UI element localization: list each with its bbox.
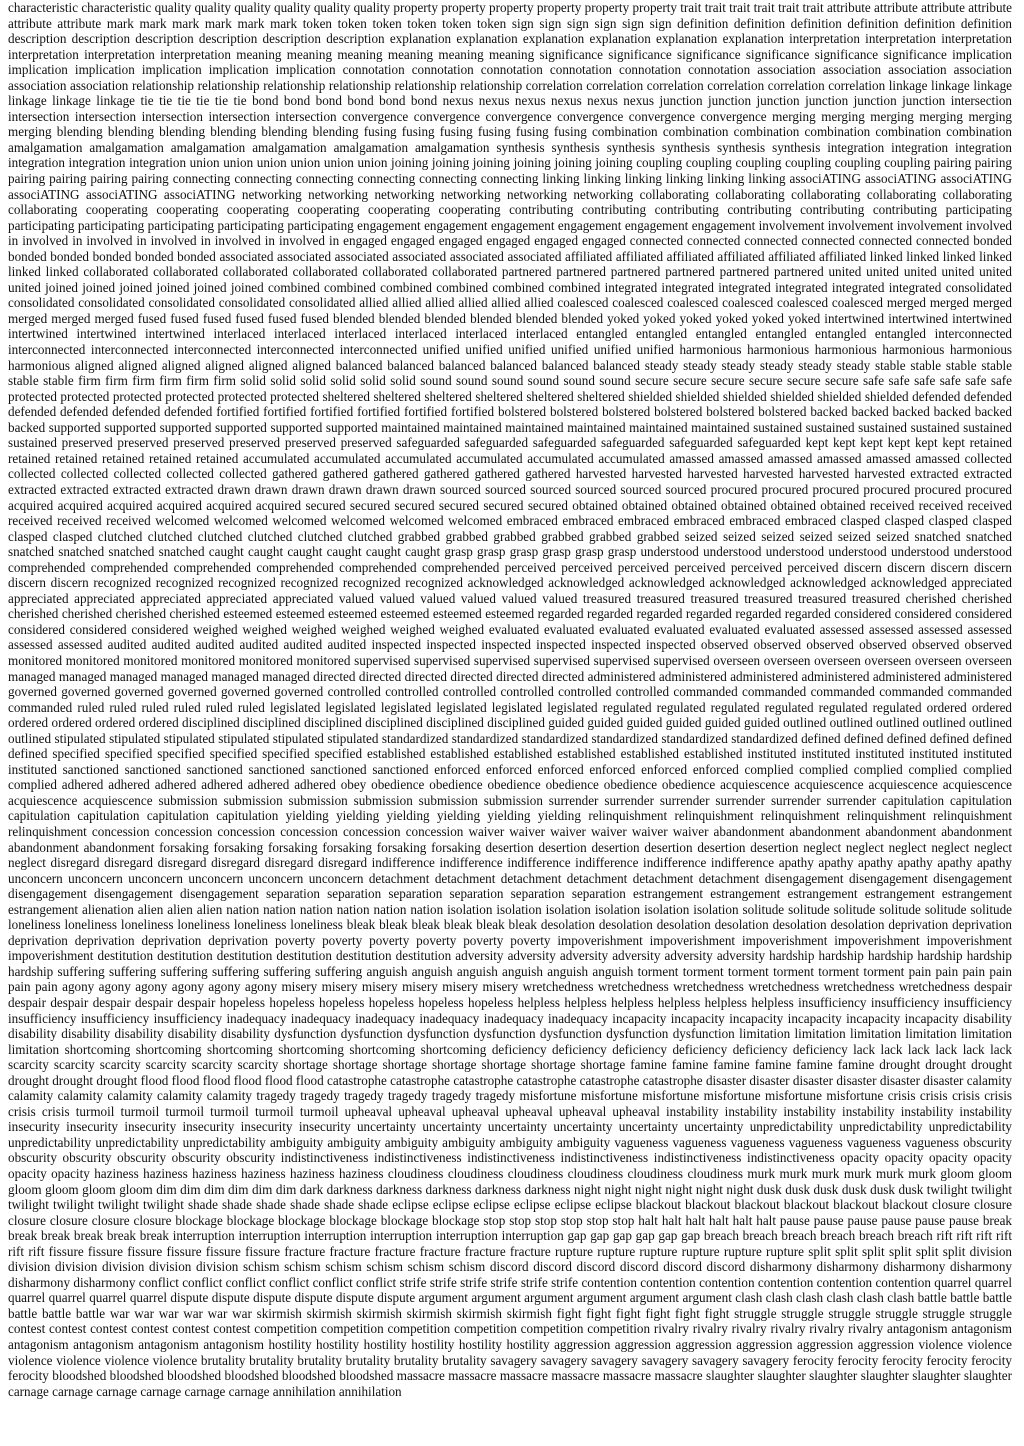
document-page [8, 0, 1012, 1446]
body-text-paragraph: characteristic characteristic quality quality quality quality quality quality property property property property property property trait trait trait trait trait trait attribute attribute attribute attribute attribute attribute mark mark mark mark mark mark token token token token token token sign sign sign sign sign sign definition definition definition definition definition definition description description description description description description explanation explanation explanation explanation explanation explanation interpretation interpretation interpretation interpretation interpretation interpretation meaning meaning meaning meaning meaning meaning significance significance significance significance significance significance implication implication implication implication implication implication connotation connotation connotation connotation connotation connotation association association association association association association relationship relationship relationship relationship relationship relationship correlation correlation correlation correlation correlation correlation linkage linkage linkage linkage linkage linkage tie tie tie tie tie tie bond bond bond bond bond bond nexus nexus nexus nexus nexus nexus junction junction junction junction junction junction intersection intersection intersection intersection intersection intersection convergence convergence convergence convergence convergence convergence merging merging merging merging merging merging blending blending blending blending blending blending fusing fusing fusing fusing fusing fusing combination combination combination combination combination combination amalgamation amalgamation amalgamation amalgamation amalgamation amalgamation synthesis synthesis synthesis synthesis synthesis synthesis integration integration integration integration integration integration union union union union union union joining joining joining joining joining joining coupling coupling coupling coupling coupling coupling pairing pairing pairing pairing pairing pairing connecting connecting connecting connecting connecting connecting linking linking linking linking linking linking associATING associATING associATING associATING associATING associATING networking networking networking networking networking networking collaborating collaborating collaborating collaborating collaborating collaborating cooperating cooperating cooperating cooperating cooperating cooperating contributing contributing contributing contributing contributing contributing participating participating participating participating participating participating engagement engagement engagement engagement engagement engagement involvement involvement involvement involved in involved in involved in involved in involved in involved in engaged engaged engaged engaged engaged engaged connected connected connected connected connected connected bonded bonded bonded bonded bonded bonded associated associated associated associated associated associated affiliated affiliated affiliated affiliated affiliated affiliated linked linked linked linked linked linked collaborated collaborated collaborated collaborated collaborated collaborated partnered partnered partnered partnered partnered partnered united united united united united united joined joined joined joined joined joined combined combined combined combined combined combined integrated integrated integrated integrated integrated integrated consolidated consolidated consolidated consolidated consolidated consolidated allied allied allied allied allied allied coalesced coalesced coalesced coalesced coalesced coalesced merged merged merged merged merged merged fused fused fused fused fused fused blended blended blended blended blended blended yoked yoked yoked yoked yoked yoked intertwined intertwined intertwined intertwined intertwined intertwined interlaced interlaced interlaced interlaced interlaced interlaced entangled entangled entangled entangled entangled entangled interconnected interconnected interconnected interconnected interconnected interconnected unified unified unified unified unified unified harmonious harmonious harmonious harmonious harmonious harmonious aligned aligned aligned aligned aligned aligned balanced balanced balanced balanced balanced balanced steady steady steady steady steady steady stable stable stable stable stable stable firm firm firm firm firm firm solid solid solid solid solid solid sound sound sound sound sound sound secure secure secure secure secure secure safe safe safe safe safe safe protected protected protected protected protected protected sheltered sheltered sheltered sheltered sheltered sheltered shielded shielded shielded shielded shielded shielded defended defended defended defended defended defended fortified fortified fortified fortified fortified fortified bolstered bolstered bolstered bolstered bolstered bolstered backed backed backed backed backed backed supported supported supported supported supported supported maintained maintained maintained maintained maintained maintained sustained sustained sustained sustained sustained sustained preserved preserved preserved preserved preserved preserved safeguarded safeguarded safeguarded safeguarded safeguarded safeguarded kept kept kept kept kept kept retained retained retained retained retained retained accumulated accumulated accumulated accumulated accumulated accumulated amassed amassed amassed amassed amassed amassed collected collected collected collected collected collected gathered gathered gathered gathered gathered gathered harvested harvested harvested harvested harvested harvested extracted extracted extracted extracted extracted extracted drawn drawn drawn drawn drawn drawn sourced sourced sourced sourced sourced sourced procured procured procured procured procured procured acquired acquired acquired acquired acquired acquired secured secured secured secured secured secured obtained obtained obtained obtained obtained obtained received received received received received received welcomed welcomed welcomed welcomed welcomed welcomed embraced embraced embraced embraced embraced embraced clasped clasped clasped clasped clasped clasped clutched clutched clutched clutched clutched clutched grabbed grabbed grabbed grabbed grabbed grabbed seized seized seized seized seized seized snatched snatched snatched snatched snatched snatched caught caught caught caught caught caught grasp grasp grasp grasp grasp grasp understood understood understood understood understood understood comprehended comprehended comprehended comprehended comprehended comprehended perceived perceived perceived perceived perceived perceived discern discern discern discern discern discern recognized recognized recognized recognized recognized recognized acknowledged acknowledged acknowledged acknowledged acknowledged acknowledged appreciated appreciated appreciated appreciated appreciated appreciated valued valued valued valued valued valued treasured treasured treasured treasured treasured treasured cherished cherished cherished cherished cherished cherished esteemed esteemed esteemed esteemed esteemed esteemed regarded regarded regarded regarded regarded regarded considered considered considered considered considered considered weighed weighed weighed weighed weighed weighed evaluated evaluated evaluated evaluated evaluated evaluated assessed assessed assessed assessed assessed assessed audited audited audited audited audited audited inspected inspected inspected inspected inspected inspected observed observed observed observed observed observed monitored monitored monitored monitored monitored monitored supervised supervised supervised supervised supervised supervised overseen overseen overseen overseen overseen overseen managed managed managed managed managed managed directed directed directed directed directed directed administered administered administered administered administered administered governed governed governed governed governed governed controlled controlled controlled controlled controlled controlled commanded commanded commanded commanded commanded commanded ruled ruled ruled ruled ruled ruled legislated legislated legislated legislated legislated legislated regulated regulated regulated regulated regulated regulated ordered ordered ordered ordered ordered ordered disciplined disciplined disciplined disciplined disciplined disciplined guided guided guided guided guided guided outlined outlined outlined outlined outlined outlined stipulated stipulated stipulated stipulated stipulated stipulated standardized standardized standardized standardized standardized standardized defined defined defined defined defined defined specified specified specified specified specified specified established established established established established established instituted instituted instituted instituted instituted instituted sanctioned sanctioned sanctioned sanctioned sanctioned sanctioned enforced enforced enforced enforced enforced enforced complied complied complied complied complied complied adhered adhered adhered adhered adhered adhered obey obedience obedience obedience obedience obedience obedience acquiescence acquiescence acquiescence acquiescence acquiescence acquiescence submission submission submission submission submission submission surrender surrender surrender surrender surrender surrender capitulation capitulation capitulation capitulation capitulation capitulation yielding yielding yielding yielding yielding yielding relinquishment relinquishment relinquishment relinquishment relinquishment relinquishment concession concession concession concession concession concession waiver waiver waiver waiver waiver waiver abandonment abandonment abandonment abandonment abandonment abandonment forsaking forsaking forsaking forsaking forsaking forsaking desertion desertion desertion desertion desertion desertion neglect neglect neglect neglect neglect neglect disregard disregard disregard disregard disregard disregard indifference indifference indifference indifference indifference indifference apathy apathy apathy apathy apathy apathy unconcern unconcern unconcern unconcern unconcern unconcern detachment detachment detachment detachment detachment detachment disengagement disengagement disengagement disengagement disengagement disengagement separation separation separation separation separation separation estrangement estrangement estrangement estrangement estrangement estrangement alienation alien alien alien nation nation nation nation nation nation isolation isolation isolation isolation isolation isolation solitude solitude solitude solitude solitude solitude loneliness loneliness loneliness loneliness loneliness loneliness bleak bleak bleak bleak bleak bleak desolation desolation desolation desolation desolation desolation deprivation deprivation deprivation deprivation deprivation deprivation poverty poverty poverty poverty poverty poverty impoverishment impoverishment impoverishment impoverishment impoverishment impoverishment destitution destitution destitution destitution destitution destitution adversity adversity adversity adversity adversity adversity hardship hardship hardship hardship hardship hardship suffering suffering suffering suffering suffering suffering anguish anguish anguish anguish anguish anguish torment torment torment torment torment torment pain pain pain pain pain pain agony agony agony agony agony agony misery misery misery misery misery misery wretchedness wretchedness wretchedness wretchedness wretchedness wretchedness despair despair despair despair despair despair hopeless hopeless hopeless hopeless hopeless hopeless helpless helpless helpless helpless helpless helpless insufficiency insufficiency insufficiency insufficiency insufficiency insufficiency inadequacy inadequacy inadequacy inadequacy inadequacy inadequacy incapacity incapacity incapacity incapacity incapacity incapacity disability disability disability disability disability disability dysfunction dysfunction dysfunction dysfunction dysfunction dysfunction dysfunction limitation limitation limitation limitation limitation limitation shortcoming shortcoming shortcoming shortcoming shortcoming shortcoming deficiency deficiency deficiency deficiency deficiency deficiency lack lack lack lack lack lack scarcity scarcity scarcity scarcity scarcity scarcity shortage shortage shortage shortage shortage shortage shortage famine famine famine famine famine famine drought drought drought drought drought drought flood flood flood flood flood flood catastrophe catastrophe catastrophe catastrophe catastrophe catastrophe disaster disaster disaster disaster disaster disaster calamity calamity calamity calamity calamity calamity tragedy tragedy tragedy tragedy tragedy tragedy misfortune misfortune misfortune misfortune misfortune misfortune crisis crisis crisis crisis crisis crisis turmoil turmoil turmoil turmoil turmoil turmoil upheaval upheaval upheaval upheaval upheaval upheaval instability instability instability instability instability instability insecurity insecurity insecurity insecurity insecurity insecurity uncertainty uncertainty uncertainty uncertainty uncertainty uncertainty unpredictability unpredictability unpredictability unpredictability unpredictability unpredictability ambiguity ambiguity ambiguity ambiguity ambiguity ambiguity vagueness vagueness vagueness vagueness vagueness vagueness obscurity obscurity obscurity obscurity obscurity obscurity indistinctiveness indistinctiveness indistinctiveness indistinctiveness indistinctiveness indistinctiveness opacity opacity opacity opacity opacity opacity haziness haziness haziness haziness haziness haziness cloudiness cloudiness cloudiness cloudiness cloudiness cloudiness murk murk murk murk murk murk gloom gloom gloom gloom gloom gloom dim dim dim dim dim dim dark darkness darkness darkness darkness darkness night night night night night night dusk dusk dusk dusk dusk dusk twilight twilight twilight twilight twilight twilight shade shade shade shade shade shade eclipse eclipse eclipse eclipse eclipse eclipse blackout blackout blackout blackout blackout blackout closure closure closure closure closure closure blockage blockage blockage blockage blockage blockage stop stop stop stop stop stop halt halt halt halt halt halt pause pause pause pause pause pause break break break break break break interruption interruption interruption interruption interruption interruption gap gap gap gap gap gap breach breach breach breach breach breach rift rift rift rift rift rift fissure fissure fissure fissure fissure fissure fracture fracture fracture fracture fracture fracture rupture rupture rupture rupture rupture rupture split split split split split split division division division division division division schism schism schism schism schism schism discord discord discord discord discord discord disharmony disharmony disharmony disharmony disharmony disharmony conflict conflict conflict conflict conflict conflict strife strife strife strife strife strife contention contention contention contention contention contention quarrel quarrel quarrel quarrel quarrel quarrel dispute dispute dispute dispute dispute dispute argument argument argument argument argument argument clash clash clash clash clash clash battle battle battle battle battle battle war war war war war war skirmish skirmish skirmish skirmish skirmish skirmish fight fight fight fight fight fight struggle struggle struggle struggle struggle struggle contest contest contest contest contest contest competition competition competition competition competition competition rivalry rivalry rivalry rivalry rivalry rivalry antagonism antagonism antagonism antagonism antagonism antagonism hostility hostility hostility hostility hostility hostility aggression aggression aggression aggression aggression aggression violence violence violence violence violence violence brutality brutality brutality brutality brutality brutality savagery savagery savagery savagery savagery savagery ferocity ferocity ferocity ferocity ferocity ferocity bloodshed bloodshed bloodshed bloodshed bloodshed bloodshed massacre massacre massacre massacre massacre massacre slaughter slaughter slaughter slaughter slaughter slaughter carnage carnage carnage carnage carnage carnage annihilation annihilation [8, 0, 1012, 1399]
